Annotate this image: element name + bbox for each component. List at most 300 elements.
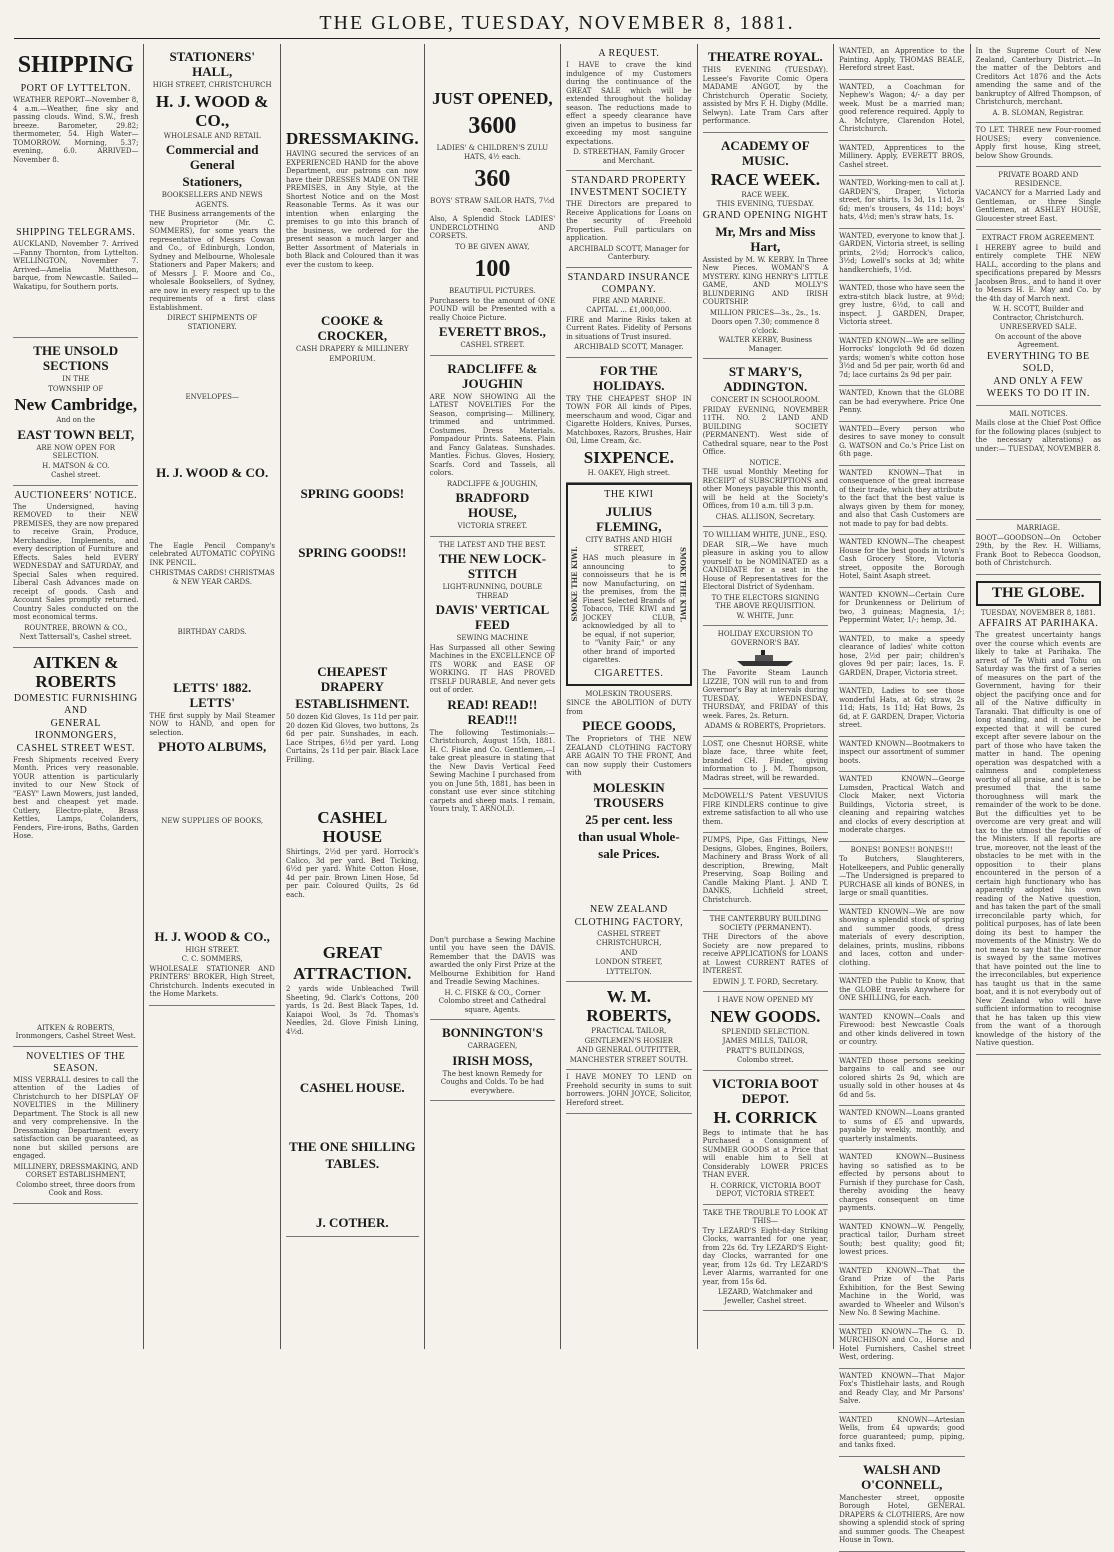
walsh-text: Manchester street, opposite Borough Hotel, GENERAL DRAPERS & CLOTHIERS, Are now showing a splendid stock of spring and summer goods. The Cheapest House in Town. (839, 1493, 965, 1544)
holidays-ad (566, 358, 691, 484)
factory-st2: CHRISTCHURCH, (596, 939, 662, 947)
bonnington-sub: CARRAGEEN, (467, 1042, 518, 1050)
percent-title: 25 per cent. less (585, 811, 673, 827)
wanted-19-text: WANTED KNOWN—Coals and Firewood: best Newcastle Coals and other kinds delivered in town or country. (839, 1012, 965, 1046)
wanted-25 (839, 1325, 964, 1369)
wanted-9 (839, 422, 964, 466)
kiwi-text: HAS much pleasure in announcing to connoisseurs that he is now Manufacturing, on the premises, from the Finest Selected Brands of Tobacco, THE KIWI and JOCKEY CLUB, acknowledged by all to be equal, if not superior, to "Vanity Fair," or any other brand of imported cigarettes. (582, 554, 676, 664)
latest-title: THE LATEST AND THE BEST. (438, 540, 546, 549)
marys-title: ST MARY'S, ADDINGTON. (723, 364, 808, 394)
kiwi-header: THE KIWI (604, 489, 654, 500)
holidays-title: FOR THE HOLIDAYS. (593, 362, 665, 393)
request-text: I HAVE to crave the kind indulgence of my Customers during the continuance of the GREAT SALE which will be extended throughout the holiday season. The reductions made to effect a speedy clearance have given an impetus to business far exceeding my most sanguine expectations. (566, 61, 692, 146)
davis-sub: SEWING MACHINE (456, 634, 529, 642)
wanted-26 (839, 1369, 964, 1413)
extract-text: I HEREBY agree to build and entirely complete THE NEW HALL, according to the plans and specifications prepared by Messrs Jacobsen Bros., and to hand it over to Messrs H. E. May and Co. by the 4th day of March next. (975, 243, 1101, 303)
boarding-ad (976, 167, 1101, 230)
trouble-title: TAKE THE TROUBLE TO LOOK AT THIS— (703, 1208, 828, 1225)
holidays-text: TRY THE CHEAPEST SHOP IN TOWN FOR All kinds of Pipes, meerschaum and wood, Cigar and Cigarette Holders, Knives, Purses, Matchboxes, Razors, Brushes, Hair Oil, Lime Cream, &c. (566, 394, 692, 445)
let-ad (976, 123, 1101, 167)
wanted-1 (839, 44, 964, 80)
insurance-sub: FIRE AND MARINE. (592, 296, 666, 305)
million-text: MILLION PRICES—3s., 2s., 1s. (709, 308, 821, 317)
kiwi-side-right: SMOKE THE KIWI. (678, 546, 688, 622)
mutual-text: THE Directors of the above Society are now prepared to receive APPLICATIONS for LOANS at Lowest CURRENT RATES of INTEREST. (702, 933, 829, 975)
factory-st5: LYTTELTON. (605, 967, 652, 976)
moleskin2-title: MOLESKIN TROUSERS (593, 779, 665, 810)
wanted-7-text: WANTED KNOWN—We are selling Horrocks' longcloth 9d 6d dozen yards; women's white cotton hose 3½d and 5d per pair, worth 6d and 7d; lace curtains 2s 9d per pair. (839, 336, 965, 379)
million-sub: Doors open 7.30; commence 8 o'clock. (711, 318, 820, 335)
aitken-sign: AITKEN & ROBERTS, Ironmongers, Cashel Street West. (15, 1023, 136, 1040)
cother-name: J. COTHER. (316, 1215, 389, 1230)
electors-ad (703, 527, 828, 626)
sections-title: THE UNSOLD SECTIONS (33, 343, 119, 373)
tables-title: TABLES. (325, 1156, 380, 1171)
away-text: TO BE GIVEN AWAY, (455, 242, 530, 251)
opening-text: THIS EVENING, TUESDAY. (716, 200, 815, 208)
roberts-sub4: MANCHESTER STREET SOUTH. (569, 1055, 688, 1064)
unreserved-title: UNRESERVED SALE. (999, 323, 1077, 331)
column-3 (281, 44, 425, 1349)
wanted-6 (839, 281, 964, 334)
excursion-sign: ADAMS & ROBERTS, Proprietors. (704, 722, 826, 730)
photo-title: PHOTO ALBUMS, (158, 739, 267, 754)
dressmaking-title: DRESSMAKING. (285, 129, 419, 148)
purchase-text: Purchasers to the amount of ONE POUND will be Presented with a really Choice Picture. (429, 296, 556, 322)
court-ad (976, 44, 1101, 123)
wood-text: THE Business arrangements of the new Proprietor (Mr. C. SOMMERS), for some years the representative of Messrs Cowan and Co., of Edinburgh, London, Sydney and Melbourne, Wholesale Stationers and Paper Makers; and of Messrs J. F. Moore and Co., wholesale Booksellers, of Sydney, are now in every respect up to the requirements of a first class Establishment. (149, 210, 275, 312)
wanted-27 (839, 1413, 964, 1457)
stationers-title: STATIONERS' HALL, (169, 49, 255, 79)
wanted-22-text: WANTED KNOWN—Business having so satisfied as to be effected by persons about to Furnish if they purchase for Cash, thereby avoiding the heavy charges consequent on time payments. (839, 1153, 965, 1212)
standard-text: THE Directors are prepared to Receive Applications for Loans on the security of Freehold Properties. Full particulars on application. (566, 200, 692, 242)
wanted-17 (839, 905, 964, 975)
hart-title: Mr, Mrs and Miss Hart, (715, 223, 816, 254)
roberts-sub2: GENTLEMEN'S HOSIER (584, 1036, 674, 1045)
bones-ad (839, 842, 964, 905)
hart-sign: WALTER KERBY, Business Manager. (718, 336, 813, 353)
radcliffe-sign: RADCLIFFE & JOUGHIN, (446, 479, 538, 488)
fiske-sign: H. C. FISKE & CO., Corner Colombo street and Cathedral square, Agents. (438, 988, 547, 1014)
newgoods-title: NEW GOODS. (710, 1006, 821, 1026)
pumps-ad (703, 833, 828, 911)
wanted-10 (839, 466, 964, 536)
globe-date: TUESDAY, NOVEMBER 8, 1881. (980, 608, 1096, 617)
mail-text: Mails close at the Chief Post Office for the following places (subject to the necessary alterations) as under:— TUESDAY, NOVEMBER 8. (975, 419, 1101, 453)
wanted-15-text: WANTED KNOWN—Bootmakers to inspect our assortment of summer boots. (839, 739, 965, 765)
wanted-15 (839, 737, 964, 773)
aitken-title: AITKEN & ROBERTS (32, 652, 119, 691)
dressmaking-ad (286, 44, 419, 1237)
mutual-sign: EDWIN J. T. FORD, Secretary. (712, 977, 819, 986)
radcliffe-text: ARE NOW SHOWING All the LATEST NOVELTIES For the Season, comprising— Millinery, trimmed and untrimmed. Costumes. Dress Materials. Pompadour Prints. Sateens. Plain and Fancy Galateas. Sunshades. Mantles. Fichus. Gloves, Hosiery, Scarfs. Cord and Tassels, all colors. (429, 392, 556, 477)
wanted-26-text: WANTED KNOWN—That Major Fox's Thistlehair lasts, and Rough and Ready Clay, and Mr Parsons' Salve. (839, 1371, 965, 1405)
kiwi-side-left: SMOKE THE KIWI. (570, 546, 580, 622)
insurance-text: FIRE and Marine Risks taken at Current Rates. Fidelity of Persons in situations of Trust insured. (566, 315, 692, 341)
race-title: RACE WEEK. (710, 169, 820, 189)
diaries-year: 1882. (221, 679, 252, 695)
reply-sign: W. WHITE, Junr. (736, 611, 794, 620)
spring-2: SPRING GOODS!! (298, 545, 407, 560)
wanted-8 (839, 386, 964, 422)
insurance-ad (566, 268, 691, 358)
trouble-sign: LEZARD, Watchmaker and Jeweller, Cashel street. (717, 1288, 813, 1305)
birthday-title: BIRTHDAY CARDS. (177, 628, 247, 636)
boot-title: VICTORIA BOOT DEPOT. (712, 1075, 819, 1106)
excursion-text: The Favorite Steam Launch LIZZIE, TON will run to and from Governor's Bay at intervals during TUESDAY, WEDNESDAY, THURSDAY, and FRIDAY of this week. Fares, 2s. Return. (702, 669, 829, 720)
spring-1: SPRING GOODS! (300, 486, 405, 501)
boys-text: BOYS' STRAW SAILOR HATS, 7½d each. (430, 197, 555, 214)
standard-title: STANDARD PROPERTY INVESTMENT SOCIETY (570, 175, 688, 198)
pictures-num: 100 (474, 256, 511, 282)
cards-title: CHRISTMAS CARDS! CHRISTMAS & NEW YEAR CARDS. (149, 569, 275, 586)
direct-title: DIRECT SHIPMENTS OF STATIONERY. (167, 314, 258, 331)
bones-title: BONES! BONES!! BONES!!! (850, 845, 954, 854)
trouble-ad (703, 1205, 828, 1312)
wood-sub2: Commercial and General (165, 142, 259, 172)
everything-title: EVERYTHING TO BE SOLD, (986, 350, 1090, 374)
attraction-title: ATTRACTION. (293, 964, 412, 983)
parihaka-title: AFFAIRS AT PARIHAKA. (978, 618, 1099, 629)
stationers-ad (149, 44, 274, 1006)
kiwi-footer: CIGARETTES. (594, 667, 664, 679)
electors-text: DEAR SIR,—We have much pleasure in asking you to allow yourself to be NOMINATED as a CANDIDATE for a seat in the House of Representatives for the Electoral District of Sydenham. (702, 540, 829, 591)
radcliffe-title: RADCLIFFE & JOUGHIN (447, 360, 538, 391)
also-text: Also, A Splendid Stock LADIES' UNDERCLOTHING AND CORSETS. (429, 215, 556, 240)
sections-name: New Cambridge, (14, 395, 138, 414)
wanted-3-text: WANTED, Apprentices to the Millinery. Apply, EVERETT BROS, Cashel street. (839, 143, 965, 169)
marys-ad (703, 359, 828, 527)
newgoods-sub: SPLENDID SELECTION. (721, 1027, 810, 1036)
cashel-text: Shirtings, 2½d per yard. Horrock's Calico, 3d per yard. Bed Ticking, 6½d per yard. White Cotton Hose, 4d per pair. Brown Linen Hose, 5d per pair. Coloured Quilts, 2s 6d each. (285, 848, 419, 899)
factory-st3: AND (620, 948, 638, 957)
wanted-21 (839, 1106, 964, 1150)
wood-name3: H. J. WOOD & CO., (154, 928, 270, 944)
parihaka-text: The greatest uncertainty hangs over the course which events are likely to take at Parihaka. The arrest of Te Whiti and Tohu on Saturday was the first of a series of measures on the part of the Government, having for their object the pacifying once and for all of the Native difficulty in Taranaki. That difficulty is one of long standing, and it cannot be expected that it will be cured except after severe labour on the part of those who have taken the matter in hand. The opening operation was despatched with a calmness and completeness worthy of all praise, and it is to be presumed that the same thoroughness will mark the remainder of the work to be done. But the difficulties yet to be overcome are very great and will tax to the utmost the faculties of the Ministers. If all reports are true, moreover, not the least of the obstacles to be met with in the opposition to their plans encountered in the person of a certain high functionary who has apparently adopted his own reading of the Native question, and has taken the part of the small irreconcilable party which, for political purposes, has of late been doing its best to hamper the movements of the Ministry. We do not mean to say that the Governor is swayed by the same motives that have pointed out the line to the irreconcilables, but experience has taught us that in the same boat, and it is not everybody out of New Zealand who will have sufficient information to recognise that he has taken up this view from the want of a thorough knowledge of the history of the Native question. (975, 631, 1101, 1047)
wanted-27-text: WANTED KNOWN—Artesian Wells, from £4 upwards; good force guaranteed; pump, piping, and tanks fixed. (839, 1415, 965, 1449)
insurance-title: STANDARD INSURANCE COMPANY. (567, 271, 691, 295)
novelties-address: Colombo street, three doors from Cook and Ross. (16, 1180, 136, 1197)
notice-sign: CHAS. ALLISON, Secretary. (715, 512, 815, 521)
wanted-14 (839, 684, 964, 737)
notice-text: THE usual Monthly Meeting for RECEIPT of SUBSCRIPTIONS and other Moneys payable this month, will be held at the Society's Offices, from 10 a.m. till 3 p.m. (702, 468, 829, 510)
academy-ad (703, 133, 828, 360)
lockstitch-sub: LIGHT-RUNNING, DOUBLE THREAD (442, 583, 543, 600)
stationers-street: HIGH STREET, CHRISTCHURCH (152, 81, 272, 89)
gloves-text: 50 dozen Kid Gloves, 1s 11d per pair. 20 dozen Kid Gloves, two buttons, 2s 6d per pair. Sunshades, in each. Lace Stripes, 6½d per yard. Long Curtains, 2s 11d per pair. Black Lace Frilling. (285, 713, 419, 764)
newspaper-columns (8, 44, 1106, 1544)
wanted-13 (839, 632, 964, 685)
marriage-title: MARRIAGE. (1016, 524, 1061, 532)
request-ad (566, 44, 691, 171)
court-sign: A. B. SLOMAN, Registrar. (992, 108, 1085, 117)
insurance-sign: ARCHIBALD SCOTT, Manager. (574, 343, 684, 351)
wood-sub4: BOOKSELLERS AND NEWS (161, 191, 263, 199)
moleskin-ad (566, 686, 691, 983)
cashel-title-2: CASHEL HOUSE. (299, 1080, 405, 1095)
cheapest-sub: ESTABLISHMENT. (295, 696, 410, 711)
wanted-24-text: WANTED KNOWN—That the Grand Prize of the Paris Exhibition, for the Best Sewing Machine in the World, was awarded to Wheeler and Wilson's New No. 8 Sewing Machine. (839, 1266, 965, 1317)
walsh-ad (839, 1457, 964, 1552)
cheapest-title: CHEAPEST DRAPERY (317, 664, 388, 694)
wood-sub3: Stationers, (182, 174, 242, 189)
wanted-9-text: WANTED—Every person who desires to save money to consult G. WATSON and Co.'s Price List on 6th page. (839, 424, 965, 458)
sections-agent: H. MATSON & CO. (42, 461, 110, 470)
auctioneers-firm: ROUNTREE, BROWN & CO., (24, 623, 128, 632)
electors-title: TO WILLIAM WHITE, JUNE., ESQ. (703, 531, 828, 539)
wanted-12-text: WANTED KNOWN—Certain Cure for Drunkenness or Delirium of two, 3 guineas; Magnesia, 1/-; Peppermint Water, 1/-; hemp, 3d. (839, 590, 965, 624)
boys-num: 360 (474, 166, 511, 192)
reply-title: TO THE ELECTORS SIGNING THE ABOVE REQUISITION. (711, 593, 820, 610)
wood-sub1: WHOLESALE AND RETAIL (163, 131, 261, 140)
sections-sub4: EAST TOWN BELT, (17, 426, 135, 442)
wanted-4 (839, 176, 964, 229)
davis-title: DAVIS' VERTICAL FEED (435, 602, 550, 632)
extract-title: EXTRACT FROM AGREEMENT. (981, 234, 1095, 242)
sixpence-sign: H. OAKEY, High street. (587, 468, 671, 477)
pills-ad (703, 789, 828, 833)
lockstitch-title: THE NEW LOCK-STITCH (438, 551, 547, 581)
factory-title: NEW ZEALAND (589, 903, 668, 915)
aitken-sub1: DOMESTIC FURNISHING AND (13, 692, 138, 716)
diaries-heading (149, 680, 274, 710)
column-5 (561, 44, 697, 1349)
lost-ad (703, 737, 828, 790)
excursion-title: HOLIDAY EXCURSION TO GOVERNOR'S BAY. (717, 630, 813, 647)
hart-text: Assisted by M. W. KERBY. In Three New Pieces. WOMAN'S A MYSTERY. KING HENRY'S LITTLE GAME, AND MOLLY'S BLUNDERING AND IRISH COURTSHIP. (702, 255, 829, 306)
cashel-title: CASHEL HOUSE (317, 808, 388, 846)
wanted-16-text: WANTED KNOWN—George Lumsden, Practical Watch and Clock Maker, next Victoria Buildings, Victoria street, is cleaning and repairing watches and clocks of every description at moderate charges. (839, 775, 965, 834)
column-8 (971, 44, 1106, 1349)
factory-st1: CASHEL STREET (597, 929, 661, 938)
extract-ad (976, 230, 1101, 406)
irish-title: IRISH MOSS, (452, 1052, 533, 1068)
wanted-6-text: WANTED, those who have seen the extra-stitch black lustre, at 9½d; grey lustre, 6½d, to call and inspect. J. GARDEN, Draper, Victoria street. (839, 284, 965, 326)
duty-text: SINCE the ABOLITION of DUTY from (566, 699, 692, 716)
diaries-right: LETTS' (189, 694, 235, 710)
wanted-5 (839, 229, 964, 282)
bradford-street: VICTORIA STREET. (457, 522, 528, 530)
millar-sub: PRATT'S BUILDINGS, (726, 1046, 805, 1055)
request-title: A REQUEST. (598, 48, 660, 59)
sections-sub1: IN THE (62, 375, 90, 383)
cooke-title: COOKE & CROCKER, (317, 313, 388, 343)
theatre-text: THIS EVENING (TUESDAY). Lessee's Favorite Comic Opera MADAME ANGOT, by the Christchurch Operatic Society, assisted by Mrs F. H. Digby (Mdlle. Selwyn). Late Tram Cars after performance. (702, 66, 829, 125)
ladies-text: LADIES' & CHILDREN'S ZULU HATS, 4½ each. (436, 144, 549, 161)
wanted-18-text: WANTED the Public to Know, that the GLOBE travels Anywhere for ONE SHILLING, for each. (839, 977, 965, 1002)
academy-title: ACADEMY OF MUSIC. (720, 137, 810, 168)
masthead (14, 12, 1100, 39)
kiwi-ad (566, 483, 691, 686)
novelties-ad (13, 1047, 138, 1204)
wanted-2 (839, 80, 964, 141)
sections-street: Cashel street. (51, 471, 101, 479)
wanted-8-text: WANTED, Known that the GLOBE can be had everywhere. Price One Penny. (839, 389, 965, 414)
sommers-text: WHOLESALE STATIONER AND PRINTERS' BROKER, High Street, Christchurch. Indents executed in the Home Markets. (149, 964, 275, 998)
notice-title: NOTICE. (749, 458, 782, 467)
sections-sub5: ARE NOW OPEN FOR SELECTION. (36, 443, 116, 460)
wanted-17-text: WANTED KNOWN—We are now showing a splendid stock of spring and summer goods, dress materials of every description, delaines, prints, muslins, ribbons and laces, cotton and under-clothing. (839, 907, 965, 967)
corrick-sign: H. CORRICK, VICTORIA BOOT DEPOT, VICTORIA STREET. (710, 1181, 821, 1198)
great-title: GREAT (322, 943, 382, 962)
marriage-text: BOOT—GOODSON—On October 29th, by the Rev. H. Williams, Frank Boot to Rebecca Goodson, both of Christchurch. (975, 533, 1101, 567)
pictures-text: BEAUTIFUL PICTURES. (448, 287, 536, 295)
wanted-18 (839, 974, 964, 1010)
auctioneers-title: AUCTIONEERS' NOTICE. (14, 489, 138, 501)
wood-name2: H. J. WOOD & CO. (156, 464, 269, 480)
wanted-23-text: WANTED KNOWN—W. Pengelly, practical tailor, Durham street South; best quality; good fit; lowest prices. (839, 1222, 965, 1256)
mutual-ad (703, 911, 828, 992)
telegrams-text: AUCKLAND, November 7. Arrived—Fanny Thornton, from Lyttelton. WELLINGTON, November 7. Arrived—Amelia Mattheson, barque, from Newcastle. Sailed—Wakatipu, for Southern ports. (13, 240, 139, 291)
standard-ad (566, 171, 691, 268)
wood-high: HIGH STREET. (185, 945, 240, 954)
wanted-1-text: WANTED, an Apprentice to the Painting. Apply, THOMAS BEALE, Hereford street East. (839, 47, 965, 72)
sommers-name: C. C. SOMMERS, (181, 955, 243, 963)
column-6 (698, 44, 834, 1349)
wanted-24 (839, 1264, 964, 1325)
trouble-text: Try LEZARD'S Eight-day Striking Clocks, warranted for one year, from 22s 6d. Try LEZARD'S Eight-day Clocks, warranted for one year, from 12s 6d. Try LEZARD'S Lever Alarms, warranted for one year, from 15s 6d. (702, 1226, 829, 1286)
newgoods-ad (703, 992, 828, 1071)
cooke-sub2: EMPORIUM. (329, 354, 376, 363)
boarding-text: VACANCY for a Married Lady and Gentleman, or three Single Gentlemen, at ASHLEY HOUSE, Gloucester street East. (975, 189, 1101, 223)
wanted-4-text: WANTED, Working-men to call at J. GARDEN'S, Draper, Victoria street, for shirts, 1s 3d, 1s 11d, 2s 6d; men's trousers, 4s 11d; boys' hats, 4½d; men's straw hats, 1s. (839, 179, 965, 221)
sections-ad (13, 338, 138, 486)
wanted-25-text: WANTED KNOWN—The G. D. MURCHISON and Co., Horse and Hotel Furnishers, Cashel street West, ordering. (839, 1327, 965, 1361)
bonnington-title: BONNINGTON'S (441, 1025, 543, 1040)
mail-title: MAIL NOTICES. (1009, 409, 1068, 418)
column-1 (8, 44, 144, 1349)
sections-sub3: And on the (56, 416, 96, 424)
excursion-ad (703, 626, 828, 737)
request-sign: D. STREETHAN, Family Grocer and Merchant. (573, 148, 685, 165)
millar-title: JAMES MILLS, TAILOR, (722, 1037, 809, 1045)
roberts-ad (566, 982, 691, 1070)
wanted-23 (839, 1220, 964, 1264)
shilling-title: THE ONE SHILLING (289, 1139, 416, 1154)
column-4 (425, 44, 561, 1349)
novelties-footer: MILLINERY, DRESSMAKING, AND CORSET ESTABLISHMENT, (13, 1162, 139, 1179)
aitken-sub2: GENERAL IRONMONGERS, (34, 717, 117, 741)
wanted-2-text: WANTED, a Coachman for Nephew's Wagon; 4/- a day per week. Must be a married man; good reference required. Apply to A. McIntyre, Clarendon Hotel, Christchurch. (839, 82, 965, 133)
wanted-13-text: WANTED, to make a speedy clearance of ladies' white cotton hose, 2½d per pair; children's gloves 9d per pair; laces, 1s. F. GARDEN, Draper, Victoria street. (839, 634, 965, 677)
wanted-19 (839, 1010, 964, 1054)
piece-title: PIECE GOODS, (582, 718, 676, 733)
aitken-ad (13, 648, 138, 1047)
diaries-left: LETTS' (173, 679, 219, 695)
wanted-20-text: WANTED those persons seeking bargains to call and see our colored shirts 2s 9d, which are usually sold in other houses at 4s 6d and 5s. (839, 1056, 965, 1099)
wanted-10-text: WANTED KNOWN—That in consequence of the great increase of their trade, which they attribute to the fact that the best value is always given by them for money, and also that Cash Customers are not made to pay for bad debts. (839, 468, 965, 528)
dressmaking-text: HAVING secured the services of an EXPERIENCED HAND for the above Department, our patrons can now have their DRESSES MADE ON THE PREMISES, in Any Style, at the Shortest Notice and on the Most Reasonable Terms. As it was our intention when enlarging the premises to go into this branch of the business, we ordered for the present season a much larger and Better Assortment of Materials in both Black and Coloured than it was ever the custom to keep. (285, 150, 419, 269)
auctioneers-ad (13, 486, 138, 648)
auctioneers-address: Next Tattersall's, Cashel street. (19, 633, 132, 641)
concert-text: FRIDAY EVENING, NOVEMBER 11TH. NO. 2 LAND AND BUILDING SOCIETY (PERMANENT). West side of Cathedral square, near to the Post Office. (702, 405, 829, 456)
everett-title: EVERETT BROS., (438, 324, 546, 339)
fiske-text: Don't purchase a Sewing Machine until you have seen the DAVIS. Remember that the DAVIS was awarded the only First Prize at the Melbourne Exhibition for Hand and Treadle Sewing Machines. (429, 935, 556, 986)
factory-sub: CLOTHING FACTORY, (574, 916, 684, 928)
ladies-num: 3600 (468, 113, 517, 139)
read-title: READ! READ!! READ!!! (447, 696, 538, 727)
sale-title: sale Prices. (598, 845, 660, 861)
opened-title: JUST OPENED, (432, 89, 553, 108)
theatre-ad (703, 44, 828, 133)
column-7 (834, 44, 970, 1544)
pills-text: McDOWELL'S Patent VESUVIUS FIRE KINDLERS continue to give extreme satisfaction to all who use them. (702, 792, 829, 826)
wanted-14-text: WANTED, Ladies to see those wonderful Hats, at 6d; straw, 2s 11d; Hats, 1s 11d; Hat Bows, 2s 6d, at F. GARDEN, Draper, Victoria street. (839, 687, 965, 729)
novelties-title: NOVELTIES OF THE SEASON. (26, 1050, 126, 1074)
money-text: I HAVE MONEY TO LEND on Freehold security in sums to suit borrowers. JOHN JOYCE, Solicitor, Hereford street. (566, 1073, 692, 1107)
corrick-text: Begs to intimate that he has Purchased a Consignment of SUMMER GOODS at a Price that will enable him to Sell at Considerably LOWER PRICES THAN EVER. (702, 1128, 829, 1179)
kiwi-sub: CITY BATHS AND HIGH STREET, (585, 536, 673, 553)
masthead-title: THE GLOBE, TUESDAY, NOVEMBER 8, 1881. (319, 12, 795, 34)
marriage-ad (976, 520, 1101, 575)
bonnington-ad (430, 1020, 555, 1101)
boarding-title: PRIVATE BOARD AND RESIDENCE. (998, 171, 1079, 188)
globe-title: THE GLOBE. (976, 581, 1101, 606)
kiwi-name: JULIUS FLEMING, (596, 504, 662, 534)
wood-name: H. J. WOOD & CO., (155, 91, 269, 130)
lost-text: LOST, one Chesnut HORSE, white blaze face, three white feet, branded CH. Finder, giving information to J. M. Thompson, Madras street, will be rewarded. (702, 739, 829, 782)
wanted-21-text: WANTED KNOWN—Loans granted to sums of £5 and upwards, payable by weekly, monthly, and quarterly instalments. (839, 1109, 965, 1143)
pumps-text: PUMPS, Pipe, Gas Fittings, New Designs, Globes, Engines, Boilers, Machinery and Brass Work of all description, Brewing, Malt Preserving, Soap Boiling and Candle Making Plant. J. AND T. DANKS, Lichfield street, Christchurch. (702, 836, 829, 904)
novelties-text: MISS VERRALL desires to call the attention of the Ladies of Christchurch to her DISPLAY OF NOVELTIES in the Millinery Department. The Stock is all new and very comprehensive. In the Dressmaking Department every satisfaction can be guaranteed, as none but skilled persons are engaged. (13, 1075, 139, 1160)
concert-title: CONCERT IN SCHOOLROOM. (710, 396, 821, 404)
steamboat-icon (735, 649, 795, 667)
wholesale-title: than usual Whole- (578, 828, 680, 844)
davis-text: Has Surpassed all other Sewing Machines in the EXCELLENCE OF ITS WORK and EASE OF WORKING. IT HAS PROVED ITSELF DURABLE, And never gets out of order. (429, 643, 556, 694)
opened-ad (430, 44, 555, 356)
shipping-notice (13, 44, 138, 338)
wanted-7 (839, 334, 964, 387)
theatre-title: THEATRE ROYAL. (707, 49, 823, 64)
aitken-text: Fresh Shipments received Every Month. Prices very reasonable. YOUR attention is particularly invited to our New Stock of "EASY" Lawn Mowers, just landed, best and cheapest yet made. Cutlery, Electro-plate, Brass Kettles, Lamps, Colanders, Fenders, Fire-irons, Baths, Garden Hose. (13, 755, 139, 840)
telegrams-title: SHIPPING TELEGRAMS. (16, 227, 136, 238)
diaries-text: THE first supply by Mail Steamer NOW to HAND, and open for selection. (149, 711, 275, 737)
unreserved-sub: On account of the above Agreement. (995, 332, 1082, 349)
column-2 (144, 44, 280, 1349)
insurance-capital: CAPITAL ... £1,000,000. (586, 306, 672, 314)
walsh-title: WALSH AND O'CONNELL, (861, 1461, 943, 1492)
read-text: The following Testimonials:— Christchurch, August 15th, 1881. H. C. Fiske and Co. Gentlemen,—I take great pleasure in stating that the New Davis Vertical Feed Sewing Machine I purchased from you on June 5th, 1881, has been in constant use ever since stitching carpets and sheep mats. I remain, Yours truly, T. ARNOLD. (429, 728, 556, 813)
bones-text: To Butchers, Slaughterers, Hotelkeepers, and Public generally—The Undersigned is prepared to PURCHASE all kinds of BONES, in large or small quantities. (839, 855, 965, 897)
mutual-title: THE CANTERBURY BUILDING SOCIETY (PERMANENT). (709, 915, 821, 932)
standard-sign: ARCHIBALD SCOTT, Manager for Canterbury. (568, 244, 690, 261)
wanted-11-text: WANTED KNOWN—The cheapest House for the best goods in town's Cash Grocery Store, Victoria street, opposite the Borough Hotel, Saint Asaph street. (839, 538, 965, 580)
wood-sub5: AGENTS. (195, 200, 229, 209)
davis-ad (430, 537, 555, 1021)
let-text: TO LET. THREE new Four-roomed HOUSES; every convenience. Apply first house, King street, below Show Grounds. (975, 126, 1101, 160)
shipping-port: PORT OF LYTTELTON. (20, 83, 131, 94)
roberts-sub1: PRACTICAL TAILOR, (591, 1027, 667, 1035)
wanted-11 (839, 535, 964, 588)
radcliffe-ad (430, 356, 555, 537)
extract-sign: W. H. SCOTT, Builder and Contractor, Christchurch. (992, 305, 1084, 322)
opening-title: GRAND OPENING NIGHT (702, 209, 828, 221)
sections-sub2: TOWNSHIP OF (48, 384, 104, 393)
race-sub: RACE WEEK. (741, 190, 790, 199)
shipping-text: WEATHER REPORT—November 8, 4 a.m.—Weather, fine sky and passing clouds. Wind, S.W., fresh breeze. Barometer, 29.82; thermometer, 54. High Water—TOMORROW. Morning, 5.37; evening, 6.0. ARRIVED—November 8. (13, 96, 139, 164)
corrick-title: H. CORRICK (713, 1107, 818, 1127)
wanted-20 (839, 1054, 964, 1107)
cooke-sub1: CASH DRAPERY & MILLINERY (296, 345, 409, 353)
music-title: NEW SUPPLIES OF BOOKS, (161, 817, 264, 825)
irish-text: The best known Remedy for Coughs and Colds. To be had everywhere. (440, 1069, 544, 1095)
roberts-title: W. M. ROBERTS, (586, 987, 672, 1025)
everett-street: CASHEL STREET. (460, 341, 525, 349)
factory-st4: LONDON STREET, (595, 958, 663, 966)
millar-street: Colombo street. (737, 1056, 794, 1064)
wanted-3 (839, 141, 964, 177)
boot-ad (703, 1071, 828, 1205)
